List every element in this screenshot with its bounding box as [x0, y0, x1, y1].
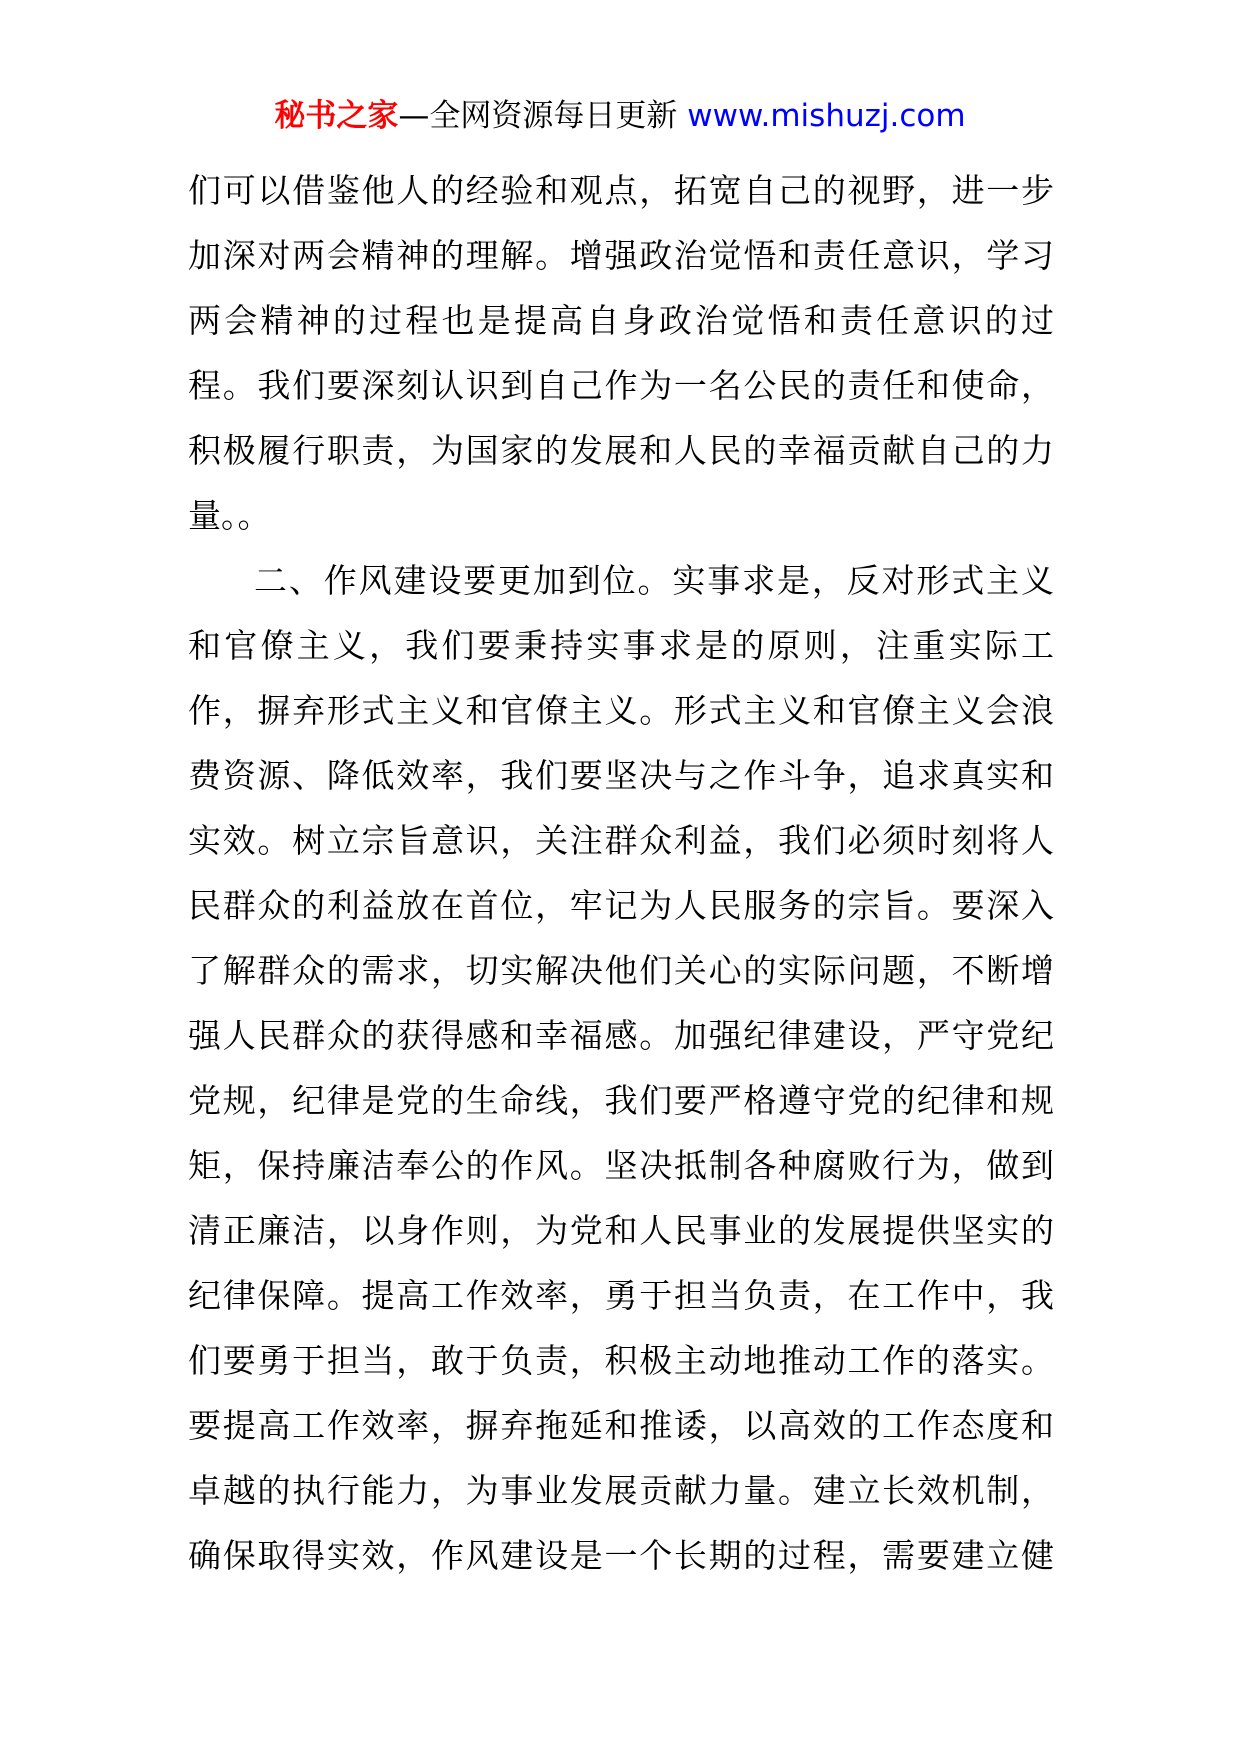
text-line: 清正廉洁，以身作则，为党和人民事业的发展提供坚实的	[188, 1211, 1054, 1250]
section-heading-line: 二、作风建设要更加到位。实事求是，反对形式主义	[254, 561, 1054, 600]
brand-name: 秘书之家	[274, 98, 399, 134]
text-line: 党规，纪律是党的生命线，我们要严格遵守党的纪律和规	[188, 1081, 1054, 1120]
text-line: 程。我们要深刻认识到自己作为一名公民的责任和使命，	[188, 366, 1054, 405]
site-url-link[interactable]: www.mishuzj.com	[687, 98, 966, 134]
text-line: 积极履行职责，为国家的发展和人民的幸福贡献自己的力	[188, 431, 1054, 470]
text-line: 加深对两会精神的理解。增强政治觉悟和责任意识，学习	[188, 236, 1054, 275]
text-line: 实效。树立宗旨意识，关注群众利益，我们必须时刻将人	[188, 821, 1054, 860]
text-line: 纪律保障。提高工作效率，勇于担当负责，在工作中，我	[188, 1276, 1054, 1315]
text-line: 量。。	[188, 496, 271, 535]
text-line: 要提高工作效率，摒弃拖延和推诿，以高效的工作态度和	[188, 1406, 1054, 1445]
header-tagline: —全网资源每日更新	[398, 98, 688, 134]
text-line: 费资源、降低效率，我们要坚决与之作斗争，追求真实和	[188, 756, 1054, 795]
text-line: 确保取得实效，作风建设是一个长期的过程，需要建立健	[188, 1536, 1054, 1575]
page-header	[0, 96, 1240, 136]
text-line: 们要勇于担当，敢于负责，积极主动地推动工作的落实。	[188, 1341, 1054, 1380]
document-body	[188, 158, 1054, 1588]
text-line: 们可以借鉴他人的经验和观点，拓宽自己的视野，进一步	[188, 171, 1054, 210]
text-line: 矩，保持廉洁奉公的作风。坚决抵制各种腐败行为，做到	[188, 1146, 1054, 1185]
text-line: 和官僚主义，我们要秉持实事求是的原则，注重实际工	[188, 626, 1054, 665]
text-line: 民群众的利益放在首位，牢记为人民服务的宗旨。要深入	[188, 886, 1054, 925]
text-line: 了解群众的需求，切实解决他们关心的实际问题，不断增	[188, 951, 1054, 990]
text-line: 作，摒弃形式主义和官僚主义。形式主义和官僚主义会浪	[188, 691, 1054, 730]
text-line: 卓越的执行能力，为事业发展贡献力量。建立长效机制，	[188, 1471, 1054, 1510]
text-line: 两会精神的过程也是提高自身政治觉悟和责任意识的过	[188, 301, 1054, 340]
text-line: 强人民群众的获得感和幸福感。加强纪律建设，严守党纪	[188, 1016, 1054, 1055]
